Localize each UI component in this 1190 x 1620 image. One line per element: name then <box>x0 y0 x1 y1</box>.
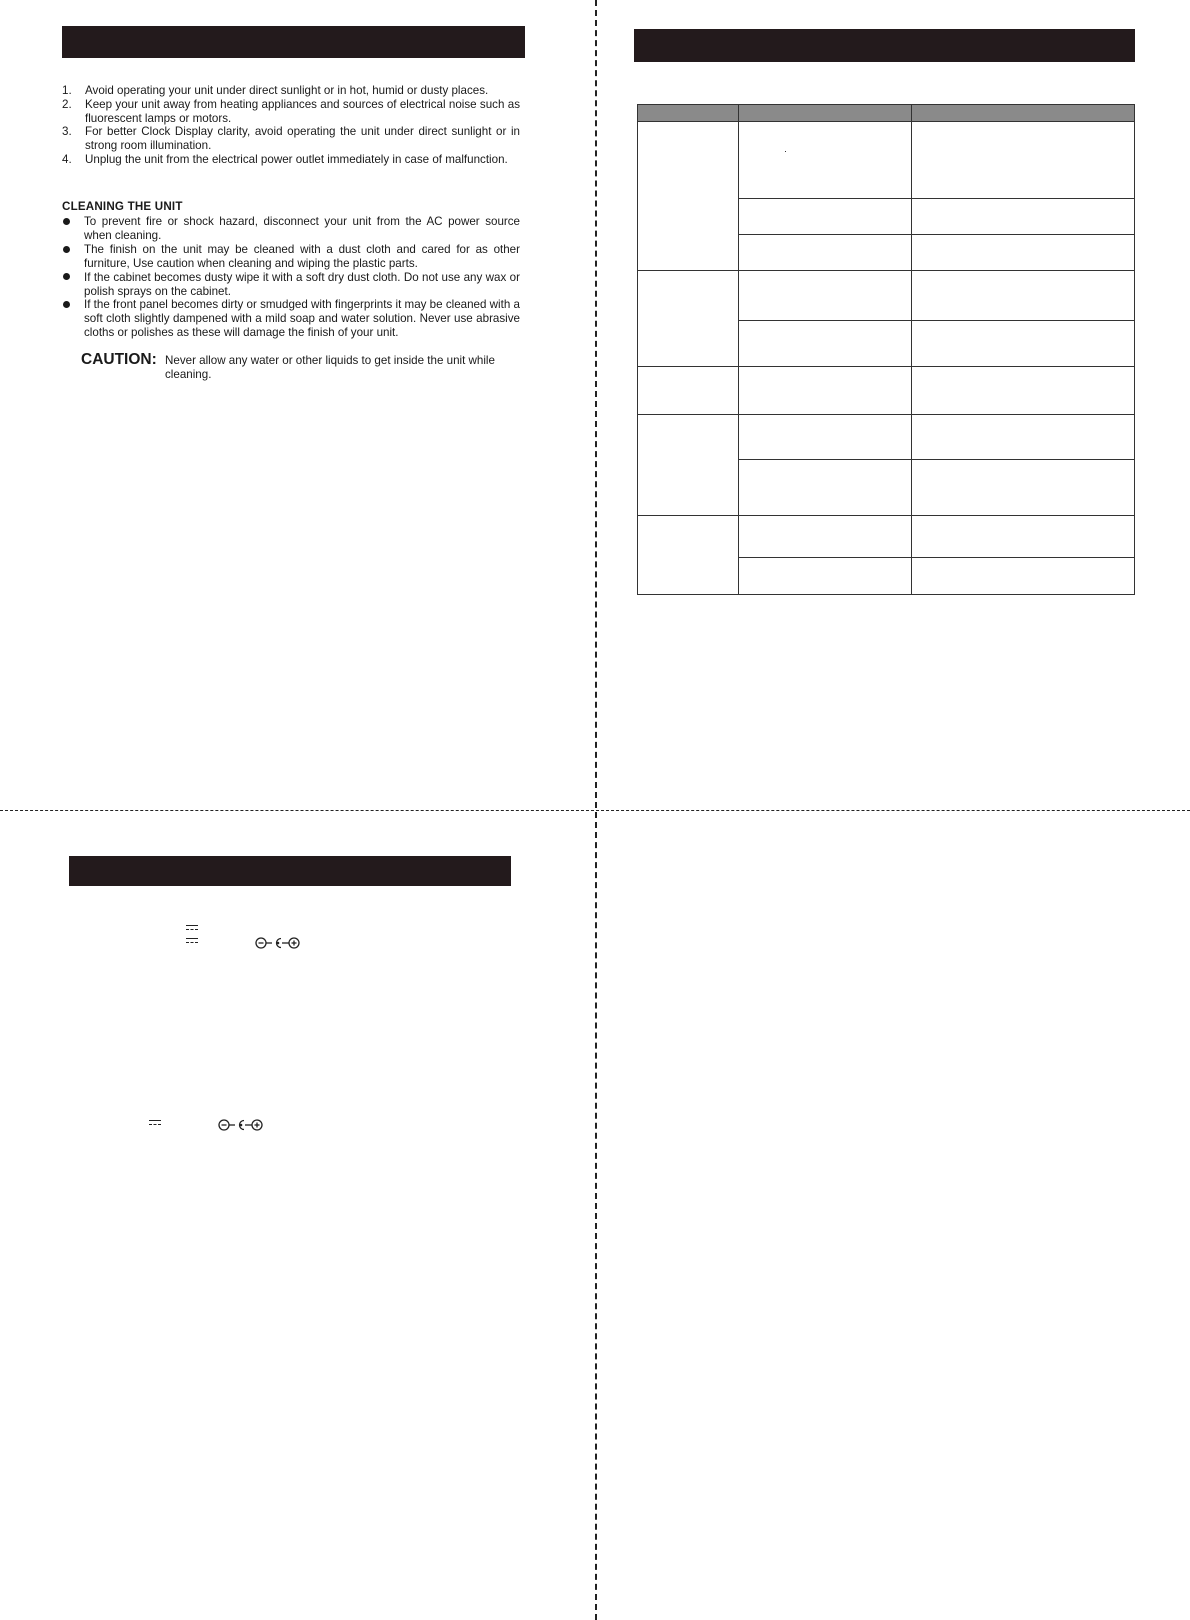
caution-label: CAUTION: <box>81 351 157 368</box>
bullet-icon <box>63 218 70 225</box>
care-item-number: 3. <box>62 125 72 138</box>
cleaning-heading: CLEANING THE UNIT <box>62 200 183 213</box>
bullet-icon <box>63 301 70 308</box>
caution-text: Never allow any water or other liquids to get inside the unit while cleaning. <box>165 354 495 381</box>
care-item-text: Keep your unit away from heating appliances and sources of electrical noise such as fluorescent lamps or motors. <box>85 98 520 125</box>
dc-symbol-icon <box>149 1120 161 1128</box>
care-item-number: 2. <box>62 98 72 111</box>
cleaning-item-text: If the front panel becomes dirty or smudged with fingerprints it may be cleaned with a soft cloth slightly dampened with a mild soap and water solution. Never use abrasive cloths or polishes as these will damage the finish of your unit. <box>84 298 520 339</box>
cleaning-item-text: The finish on the unit may be cleaned with a dust cloth and cared for as other furniture, Use caution when cleaning and wiping the plastic parts. <box>84 243 520 270</box>
dc-symbol-icon <box>186 925 198 933</box>
table-row-divider <box>638 366 1134 367</box>
bullet-icon <box>63 273 70 280</box>
care-item-number: 1. <box>62 84 72 97</box>
table-header-row <box>638 105 1134 122</box>
troubleshooting-header-bar <box>634 29 1135 62</box>
table-row-divider <box>638 515 1134 516</box>
care-item-text: For better Clock Display clarity, avoid operating the unit under direct sunlight or in strong room illumination. <box>85 125 520 152</box>
table-column-divider <box>911 105 912 594</box>
table-column-divider <box>738 105 739 594</box>
troubleshooting-table <box>637 104 1135 595</box>
care-item-text: Avoid operating your unit under direct sunlight or in hot, humid or dusty places. <box>85 84 489 97</box>
table-subrow-divider <box>738 234 1134 235</box>
table-subrow-divider <box>738 557 1134 558</box>
table-subrow-divider <box>738 459 1134 460</box>
bullet-icon <box>63 246 70 253</box>
care-item-number: 4. <box>62 153 72 166</box>
table-row-divider <box>638 270 1134 271</box>
care-section-header-bar <box>62 26 525 58</box>
horizontal-fold-line <box>0 810 1190 811</box>
polarity-symbol-icon <box>218 1118 264 1132</box>
table-dot <box>785 151 786 152</box>
specifications-header-bar <box>69 856 511 886</box>
table-subrow-divider <box>738 198 1134 199</box>
dc-symbol-icon <box>186 938 198 946</box>
care-item-text: Unplug the unit from the electrical power outlet immediately in case of malfunction. <box>85 153 508 166</box>
polarity-symbol-icon <box>255 936 301 950</box>
table-subrow-divider <box>738 320 1134 321</box>
cleaning-item-text: If the cabinet becomes dusty wipe it with a soft dry dust cloth. Do not use any wax or polish sprays on the cabinet. <box>84 271 520 298</box>
cleaning-item-text: To prevent fire or shock hazard, disconnect your unit from the AC power source when cleaning. <box>84 215 520 242</box>
table-row-divider <box>638 414 1134 415</box>
